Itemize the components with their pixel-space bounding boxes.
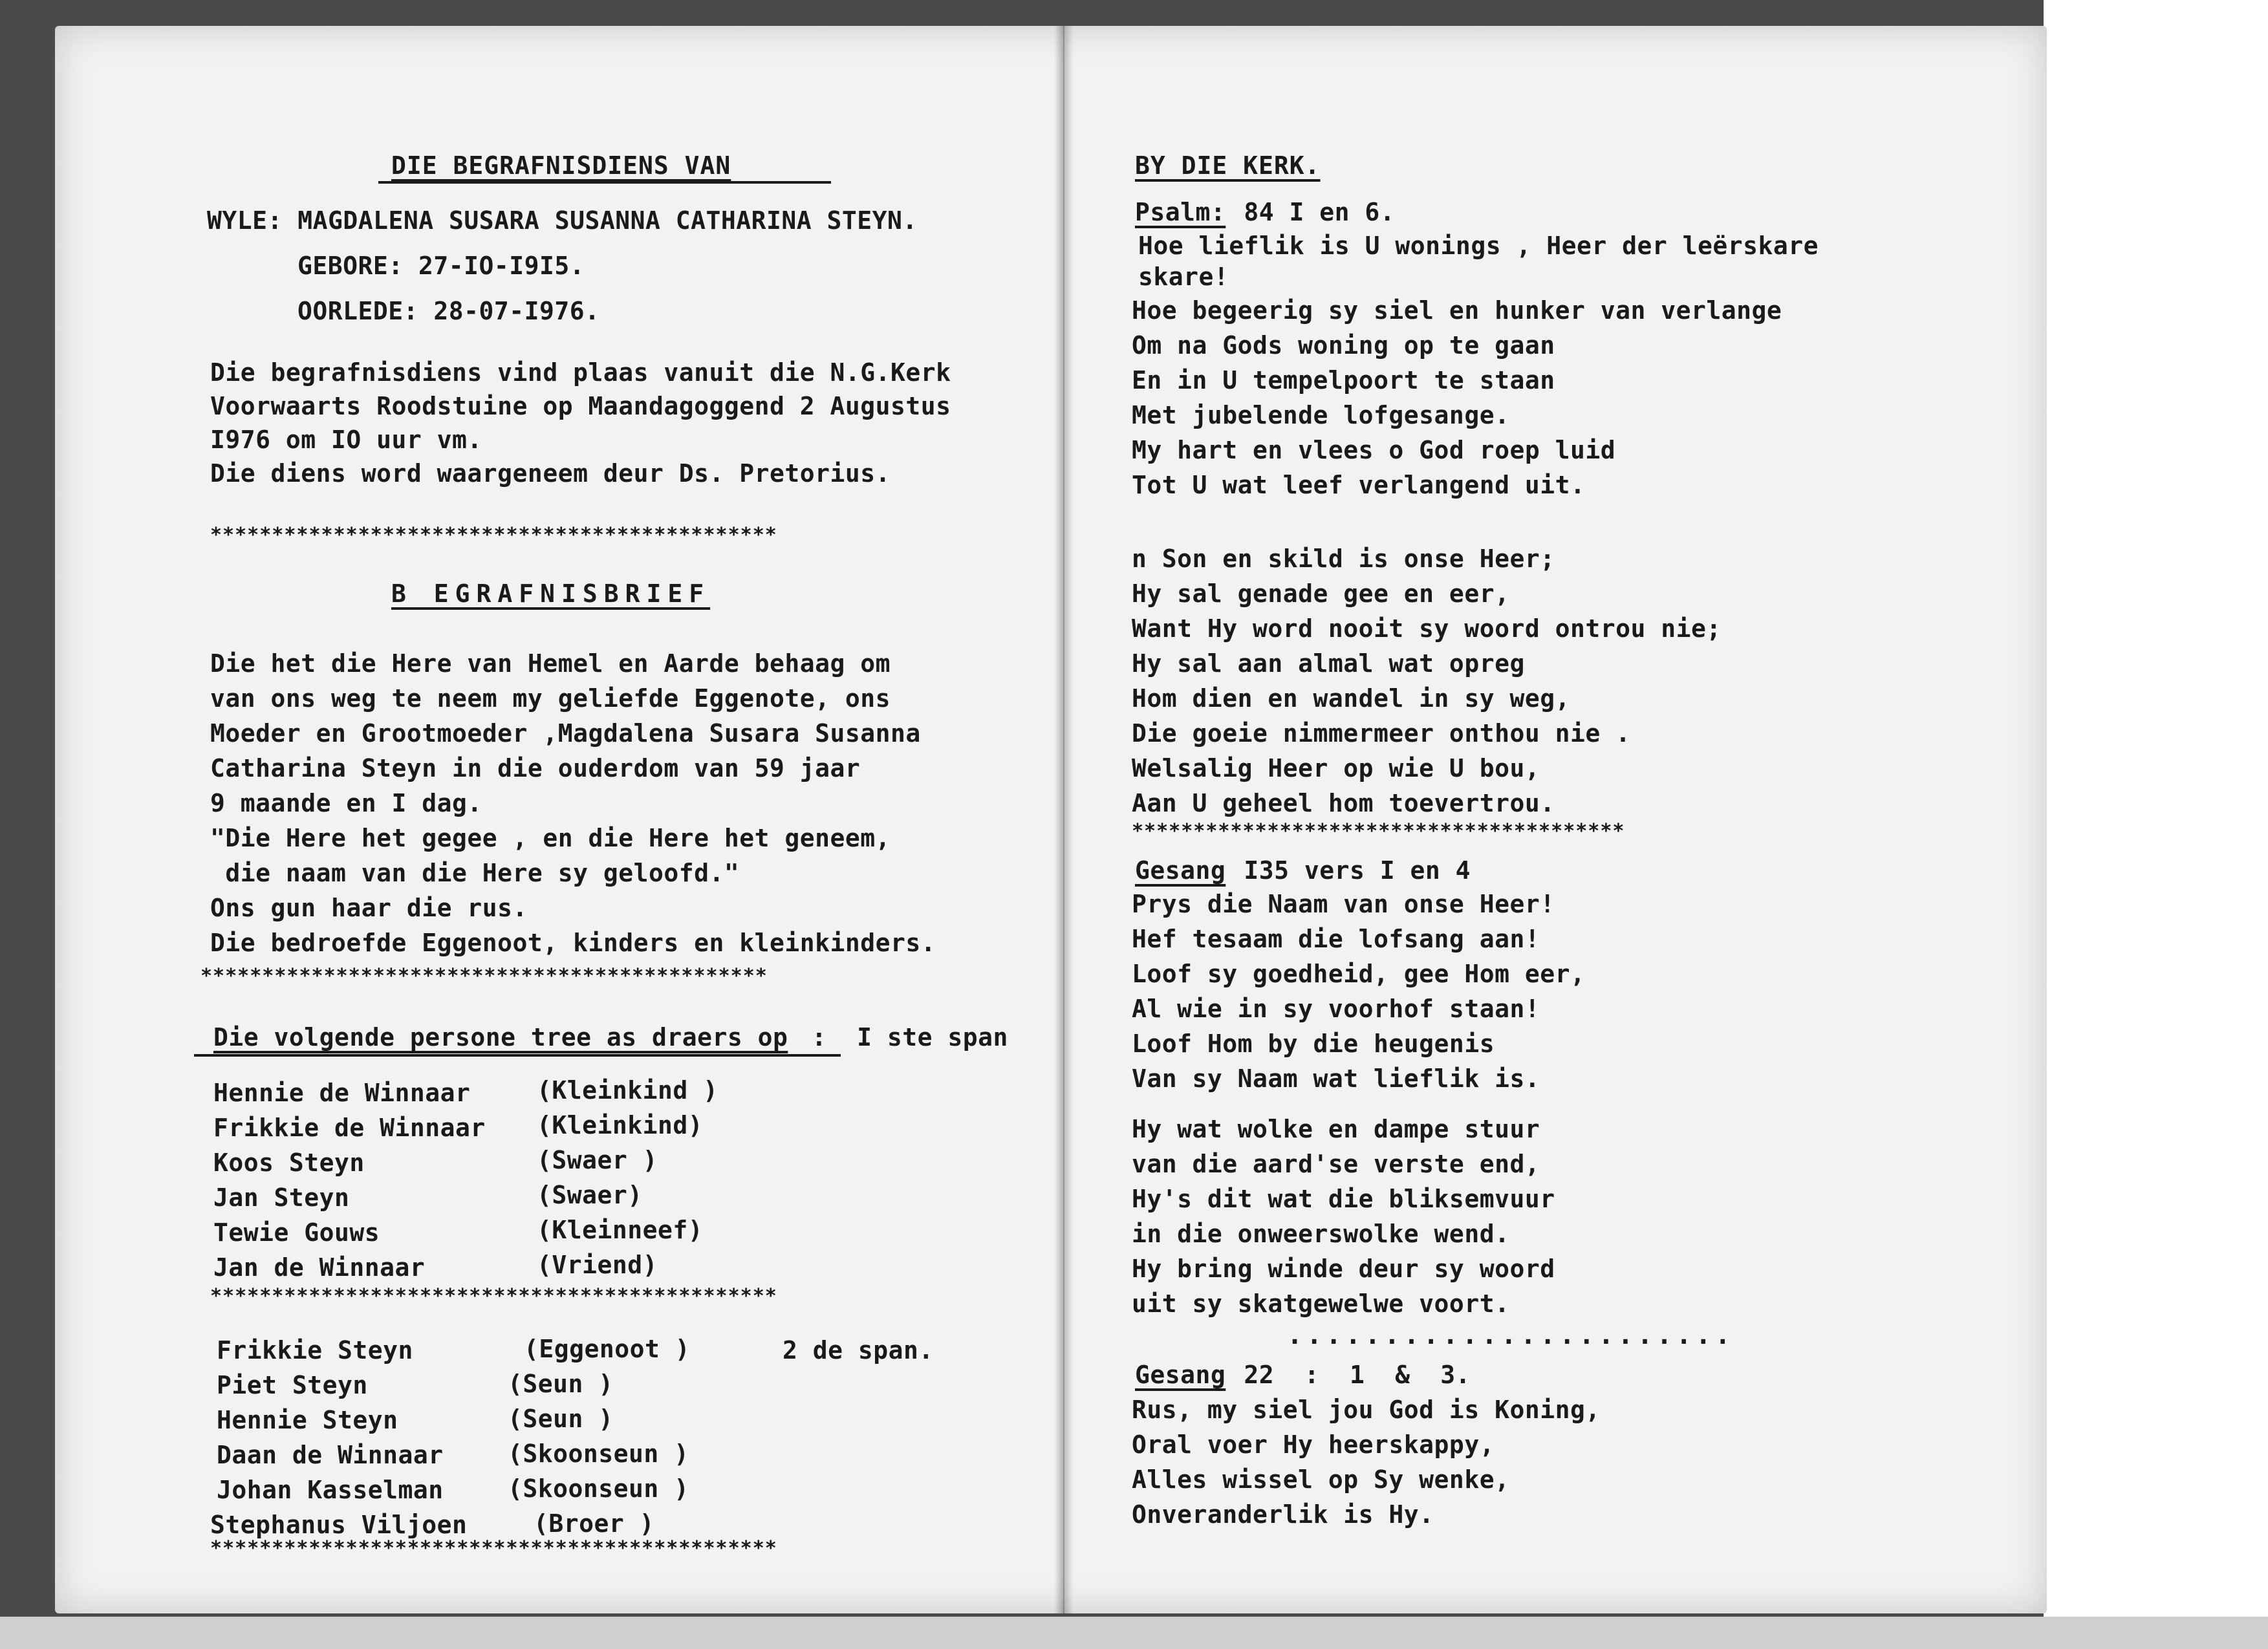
gesang-ref: I35 vers I en 4 <box>1229 856 1471 885</box>
bearer-role: (Skoonseun ) <box>508 1439 689 1468</box>
verse-line: Want Hy word nooit sy woord ontrou nie; <box>1132 614 1722 643</box>
verse-line: Die goeie nimmermeer onthou nie . <box>1132 719 1631 748</box>
verse-line: Oral voer Hy heerskappy, <box>1132 1430 1495 1459</box>
bearers-span1-label: : I ste span <box>812 1023 1008 1051</box>
gesang-label: Gesang <box>1135 856 1226 885</box>
funeral-program-sheet <box>55 26 2047 1613</box>
bearer-name: Jan Steyn <box>213 1183 350 1212</box>
death-date: OORLEDE: 28-07-I976. <box>297 297 600 325</box>
verse-line: My hart en vlees o God roep luid <box>1132 436 1616 464</box>
dot-separator: ....................... <box>1287 1320 1734 1350</box>
verse-line: skare! <box>1138 263 1229 291</box>
gesang-label: Gesang <box>1135 1361 1226 1389</box>
bearer-role: (Broer ) <box>534 1509 655 1538</box>
verse-line: in die onweerswolke wend. <box>1132 1220 1510 1248</box>
bearer-name: Stephanus Viljoen <box>210 1511 468 1539</box>
verse-line: Welsalig Heer op wie U bou, <box>1132 754 1540 782</box>
bearers-heading: Die volgende persone tree as draers op <box>213 1023 788 1051</box>
letter-line: Moeder en Grootmoeder ,Magdalena Susara Susanna <box>210 719 921 748</box>
bearer-name: Frikkie de Winnaar <box>213 1114 486 1142</box>
deceased-name: WYLE: MAGDALENA SUSARA SUSANNA CATHARINA STEYN. <box>207 206 918 235</box>
verse-line: Hy sal aan almal wat opreg <box>1132 649 1525 678</box>
verse-line: Hef tesaam die lofsang aan! <box>1132 925 1540 953</box>
service-line: Die diens word waargeneem deur Ds. Pretorius. <box>210 459 891 488</box>
letter-line: van ons weg te neem my geliefde Eggenote, ons <box>210 684 891 713</box>
bearer-role: (Eggenoot ) <box>524 1335 691 1363</box>
letter-line: Die bedroefde Eggenoot, kinders en kleinkinders. <box>210 929 936 957</box>
scanner-edge <box>0 1617 2268 1649</box>
verse-line: Tot U wat leef verlangend uit. <box>1132 471 1586 499</box>
letter-line: Ons gun haar die rus. <box>210 894 528 922</box>
verse-line: Hoe lieflik is U wonings , Heer der leërskare <box>1138 232 1819 260</box>
scanner-background <box>2044 0 2268 1649</box>
star-separator: **************************************** <box>1132 820 1625 843</box>
verse-line: Aan U geheel hom toevertrou. <box>1132 789 1555 817</box>
verse-line: Onveranderlik is Hy. <box>1132 1500 1434 1529</box>
bearer-name: Jan de Winnaar <box>213 1253 426 1282</box>
verse-line: Loof sy goedheid, gee Hom eer, <box>1132 960 1586 988</box>
verse-line: Hy's dit wat die bliksemvuur <box>1132 1185 1555 1213</box>
bearer-role: (Kleinneef) <box>537 1216 704 1244</box>
star-separator: ********************************************** <box>210 524 777 546</box>
verse-line: uit sy skatgewelwe voort. <box>1132 1289 1510 1318</box>
verse-line: Al wie in sy voorhof staan! <box>1132 995 1540 1023</box>
letter-line: "Die Here het gegee , en die Here het geneem, <box>210 824 891 852</box>
bearer-role: (Seun ) <box>508 1405 614 1433</box>
bearers-underline <box>194 1054 841 1057</box>
verse-line: Loof Hom by die heugenis <box>1132 1029 1495 1058</box>
service-line: I976 om IO uur vm. <box>210 426 482 454</box>
gesang-ref: 22 : 1 & 3. <box>1229 1361 1471 1389</box>
bearer-name: Frikkie Steyn <box>217 1336 413 1364</box>
verse-line: Hy wat wolke en dampe stuur <box>1132 1115 1540 1143</box>
bearer-role: (Skoonseun ) <box>508 1474 689 1503</box>
bearer-role: (Vriend) <box>537 1251 658 1279</box>
bearer-name: Tewie Gouws <box>213 1218 380 1247</box>
verse-line: n Son en skild is onse Heer; <box>1132 544 1555 573</box>
verse-line: Van sy Naam wat lieflik is. <box>1132 1064 1540 1093</box>
letter-line: die naam van die Here sy geloofd." <box>210 859 740 887</box>
verse-line: Rus, my siel jou God is Koning, <box>1132 1396 1601 1424</box>
page-fold <box>1054 26 1074 1613</box>
church-title: BY DIE KERK. <box>1135 151 1321 180</box>
birth-date: GEBORE: 27-IO-I9I5. <box>297 252 585 280</box>
verse-line: Prys die Naam van onse Heer! <box>1132 890 1555 918</box>
verse-line: Hom dien en wandel in sy weg, <box>1132 684 1570 713</box>
right-page <box>1074 26 2047 1613</box>
bearer-name: Piet Steyn <box>217 1371 368 1399</box>
verse-line: Alles wissel op Sy wenke, <box>1132 1465 1510 1494</box>
verse-line: Met jubelende lofgesange. <box>1132 401 1510 429</box>
bearers-span2-label: 2 de span. <box>783 1336 934 1364</box>
bearer-name: Hennie de Winnaar <box>213 1079 471 1107</box>
verse-line: En in U tempelpoort te staan <box>1132 366 1555 394</box>
letter-title: B EGRAFNISBRIEF <box>391 579 711 608</box>
verse-line: Hy bring winde deur sy woord <box>1132 1255 1555 1283</box>
star-separator: ********************************************** <box>210 1537 777 1560</box>
bearer-name: Hennie Steyn <box>217 1406 398 1434</box>
bearer-role: (Seun ) <box>508 1370 614 1398</box>
title-underline <box>378 181 831 184</box>
bearer-role: (Swaer ) <box>537 1146 658 1174</box>
bearer-role: (Kleinkind ) <box>537 1076 718 1105</box>
bearer-name: Johan Kasselman <box>217 1476 444 1504</box>
service-line: Voorwaarts Roodstuine op Maandagoggend 2 Augustus <box>210 392 951 420</box>
letter-line: 9 maande en I dag. <box>210 789 482 817</box>
verse-line: Hy sal genade gee en eer, <box>1132 579 1510 608</box>
left-page <box>55 26 1054 1613</box>
star-separator: ********************************************** <box>210 1285 777 1308</box>
service-title: DIE BEGRAFNISDIENS VAN <box>391 151 731 180</box>
verse-line: van die aard'se verste end, <box>1132 1150 1540 1178</box>
letter-line: Die het die Here van Hemel en Aarde behaag om <box>210 649 891 678</box>
psalm-label: Psalm: <box>1135 198 1226 226</box>
bearer-role: (Kleinkind) <box>537 1111 704 1139</box>
bearer-name: Koos Steyn <box>213 1148 365 1177</box>
psalm-ref: 84 I en 6. <box>1229 198 1396 226</box>
verse-line: Om na Gods woning op te gaan <box>1132 331 1555 360</box>
bearer-role: (Swaer) <box>537 1181 643 1209</box>
star-separator: ********************************************** <box>200 965 768 987</box>
bearer-name: Daan de Winnaar <box>217 1441 444 1469</box>
letter-line: Catharina Steyn in die ouderdom van 59 jaar <box>210 754 861 782</box>
verse-line: Hoe begeerig sy siel en hunker van verlange <box>1132 296 1782 325</box>
service-line: Die begrafnisdiens vind plaas vanuit die N.G.Kerk <box>210 358 951 387</box>
